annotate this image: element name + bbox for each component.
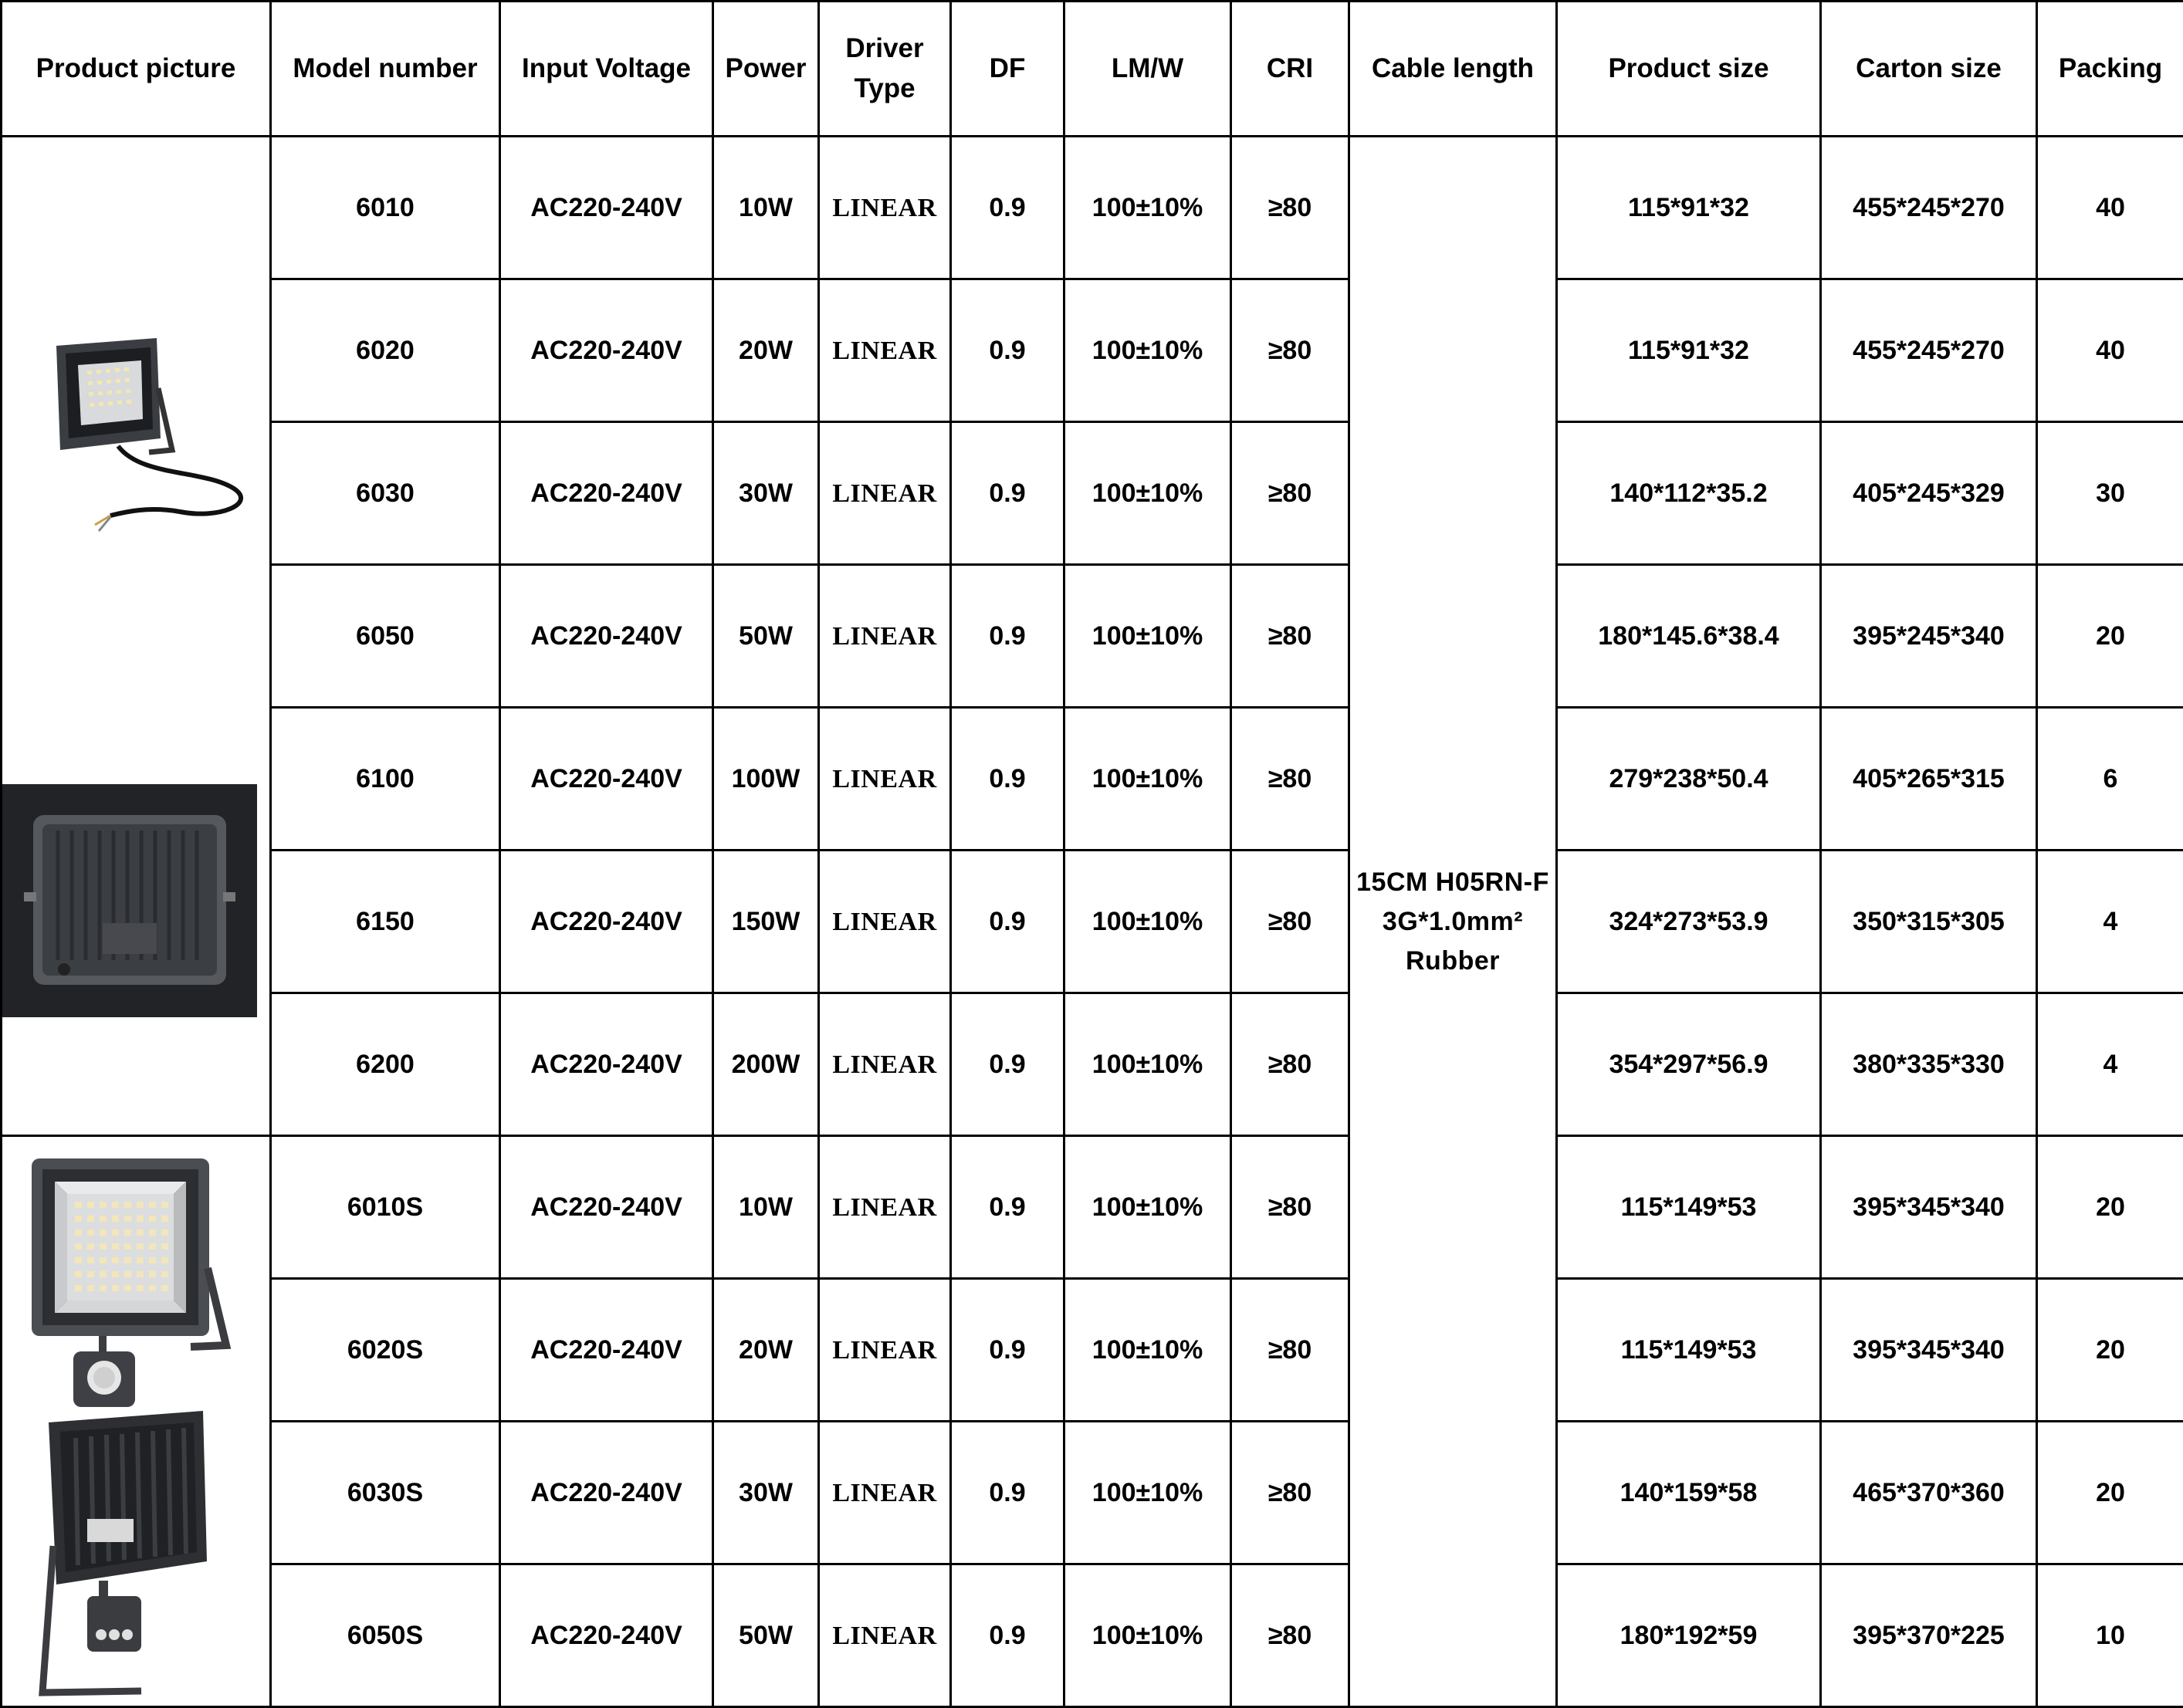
cell-driver: LINEAR — [819, 565, 951, 708]
cell-cri: ≥80 — [1231, 993, 1349, 1136]
floodlight-back-icon — [2, 784, 257, 1017]
header-lmw: LM/W — [1064, 2, 1231, 137]
cell-df: 0.9 — [951, 279, 1064, 422]
cell-model: 6020 — [271, 279, 500, 422]
cell-voltage: AC220-240V — [500, 565, 713, 708]
cell-carton-size: 395*370*225 — [1821, 1564, 2037, 1707]
cell-voltage: AC220-240V — [500, 1279, 713, 1422]
cell-packing: 20 — [2037, 1136, 2183, 1279]
header-packing: Packing — [2037, 2, 2183, 137]
cell-model: 6010S — [271, 1136, 500, 1279]
cell-lmw: 100±10% — [1064, 708, 1231, 851]
cell-cri: ≥80 — [1231, 422, 1349, 565]
cell-product-size: 115*149*53 — [1557, 1136, 1821, 1279]
cell-lmw: 100±10% — [1064, 422, 1231, 565]
cell-df: 0.9 — [951, 565, 1064, 708]
cable-length-cell — [1349, 137, 1557, 1707]
cell-cri: ≥80 — [1231, 851, 1349, 993]
cell-lmw: 100±10% — [1064, 1279, 1231, 1422]
cell-carton-size: 395*345*340 — [1821, 1136, 2037, 1279]
cell-voltage: AC220-240V — [500, 708, 713, 851]
cell-cri: ≥80 — [1231, 1136, 1349, 1279]
table-row — [2, 565, 2183, 708]
cell-product-size: 140*112*35.2 — [1557, 422, 1821, 565]
cell-carton-size: 465*370*360 — [1821, 1422, 2037, 1564]
cell-df: 0.9 — [951, 1279, 1064, 1422]
cell-voltage: AC220-240V — [500, 422, 713, 565]
cable-line3: Rubber — [1406, 946, 1500, 976]
header-product-size: Product size — [1557, 2, 1821, 137]
cell-voltage: AC220-240V — [500, 1136, 713, 1279]
cell-cri: ≥80 — [1231, 137, 1349, 279]
cell-packing: 6 — [2037, 708, 2183, 851]
cell-packing: 20 — [2037, 1422, 2183, 1564]
cell-voltage: AC220-240V — [500, 993, 713, 1136]
header-cable-length: Cable length — [1349, 2, 1557, 137]
header-cri: CRI — [1231, 2, 1349, 137]
cable-line2: 3G*1.0mm² — [1383, 907, 1523, 936]
cell-packing: 20 — [2037, 565, 2183, 708]
cell-driver: LINEAR — [819, 1136, 951, 1279]
cell-lmw: 100±10% — [1064, 137, 1231, 279]
cell-driver: LINEAR — [819, 708, 951, 851]
cell-power: 10W — [713, 137, 819, 279]
cell-voltage: AC220-240V — [500, 1564, 713, 1707]
cell-power: 30W — [713, 1422, 819, 1564]
cell-product-size: 180*145.6*38.4 — [1557, 565, 1821, 708]
cell-product-size: 180*192*59 — [1557, 1564, 1821, 1707]
cell-packing: 40 — [2037, 279, 2183, 422]
cell-df: 0.9 — [951, 708, 1064, 851]
product-picture-cell-standard — [2, 137, 271, 1136]
cell-driver: LINEAR — [819, 1422, 951, 1564]
cell-driver: LINEAR — [819, 279, 951, 422]
header-power: Power — [713, 2, 819, 137]
cell-product-size: 324*273*53.9 — [1557, 851, 1821, 993]
cell-model: 6050S — [271, 1564, 500, 1707]
cell-power: 30W — [713, 422, 819, 565]
cell-model: 6200 — [271, 993, 500, 1136]
cell-lmw: 100±10% — [1064, 565, 1231, 708]
floodlight-back-image — [2, 784, 257, 1017]
cell-packing: 40 — [2037, 137, 2183, 279]
cell-df: 0.9 — [951, 1564, 1064, 1707]
cell-cri: ≥80 — [1231, 1422, 1349, 1564]
cell-product-size: 115*91*32 — [1557, 137, 1821, 279]
cell-model: 6020S — [271, 1279, 500, 1422]
cell-driver: LINEAR — [819, 851, 951, 993]
cell-packing: 4 — [2037, 851, 2183, 993]
cell-driver: LINEAR — [819, 993, 951, 1136]
table-row — [2, 1136, 2183, 1279]
cell-cri: ≥80 — [1231, 565, 1349, 708]
cell-model: 6030S — [271, 1422, 500, 1564]
cell-power: 50W — [713, 565, 819, 708]
cell-packing: 10 — [2037, 1564, 2183, 1707]
cell-model: 6100 — [271, 708, 500, 851]
table-row — [2, 137, 2183, 279]
cell-power: 150W — [713, 851, 819, 993]
cell-cri: ≥80 — [1231, 279, 1349, 422]
table-row — [2, 422, 2183, 565]
cell-product-size: 140*159*58 — [1557, 1422, 1821, 1564]
cell-power: 200W — [713, 993, 819, 1136]
sensor-floodlight-front-icon — [25, 1152, 234, 1415]
cell-voltage: AC220-240V — [500, 851, 713, 993]
cell-power: 20W — [713, 1279, 819, 1422]
cell-df: 0.9 — [951, 422, 1064, 565]
table-row — [2, 851, 2183, 993]
table-row — [2, 993, 2183, 1136]
cell-carton-size: 380*335*330 — [1821, 993, 2037, 1136]
cell-product-size: 279*238*50.4 — [1557, 708, 1821, 851]
cable-line1: 15CM H05RN-F — [1356, 868, 1549, 897]
cell-cri: ≥80 — [1231, 1279, 1349, 1422]
header-driver-type — [819, 2, 951, 137]
cell-voltage: AC220-240V — [500, 279, 713, 422]
cell-lmw: 100±10% — [1064, 1422, 1231, 1564]
cell-carton-size: 395*345*340 — [1821, 1279, 2037, 1422]
header-carton-size: Carton size — [1821, 2, 2037, 137]
product-picture-cell-sensor — [2, 1136, 271, 1707]
cell-df: 0.9 — [951, 851, 1064, 993]
table-row — [2, 1422, 2183, 1564]
cell-driver: LINEAR — [819, 1564, 951, 1707]
cell-power: 50W — [713, 1564, 819, 1707]
header-input-voltage: Input Voltage — [500, 2, 713, 137]
cell-lmw: 100±10% — [1064, 993, 1231, 1136]
cell-carton-size: 455*245*270 — [1821, 279, 2037, 422]
cell-voltage: AC220-240V — [500, 137, 713, 279]
cell-packing: 20 — [2037, 1279, 2183, 1422]
cell-model: 6030 — [271, 422, 500, 565]
table-row — [2, 708, 2183, 851]
header-row — [2, 2, 2183, 137]
cell-carton-size: 405*265*315 — [1821, 708, 2037, 851]
cell-carton-size: 395*245*340 — [1821, 565, 2037, 708]
cell-lmw: 100±10% — [1064, 279, 1231, 422]
cell-driver: LINEAR — [819, 422, 951, 565]
cell-driver: LINEAR — [819, 1279, 951, 1422]
cell-df: 0.9 — [951, 1136, 1064, 1279]
header-driver-line1: Driver — [845, 33, 923, 63]
cell-carton-size: 455*245*270 — [1821, 137, 2037, 279]
cell-model: 6010 — [271, 137, 500, 279]
cell-df: 0.9 — [951, 137, 1064, 279]
header-model-number: Model number — [271, 2, 500, 137]
cell-driver: LINEAR — [819, 137, 951, 279]
cell-packing: 30 — [2037, 422, 2183, 565]
header-driver-line2: Type — [854, 73, 915, 103]
cell-model: 6050 — [271, 565, 500, 708]
cell-power: 10W — [713, 1136, 819, 1279]
cell-lmw: 100±10% — [1064, 1564, 1231, 1707]
cell-cri: ≥80 — [1231, 1564, 1349, 1707]
cell-packing: 4 — [2037, 993, 2183, 1136]
cell-carton-size: 350*315*305 — [1821, 851, 2037, 993]
table-row — [2, 1279, 2183, 1422]
cell-model: 6150 — [271, 851, 500, 993]
cell-lmw: 100±10% — [1064, 1136, 1231, 1279]
header-product-picture: Product picture — [2, 2, 271, 137]
cell-power: 100W — [713, 708, 819, 851]
cell-product-size: 354*297*56.9 — [1557, 993, 1821, 1136]
cell-df: 0.9 — [951, 1422, 1064, 1564]
sensor-floodlight-back-icon — [25, 1407, 234, 1700]
floodlight-front-icon — [25, 323, 257, 539]
cell-voltage: AC220-240V — [500, 1422, 713, 1564]
cell-lmw: 100±10% — [1064, 851, 1231, 993]
header-df: DF — [951, 2, 1064, 137]
table-row — [2, 1564, 2183, 1707]
table-row — [2, 279, 2183, 422]
cell-cri: ≥80 — [1231, 708, 1349, 851]
cell-power: 20W — [713, 279, 819, 422]
cell-product-size: 115*149*53 — [1557, 1279, 1821, 1422]
cell-df: 0.9 — [951, 993, 1064, 1136]
cell-carton-size: 405*245*329 — [1821, 422, 2037, 565]
cell-product-size: 115*91*32 — [1557, 279, 1821, 422]
